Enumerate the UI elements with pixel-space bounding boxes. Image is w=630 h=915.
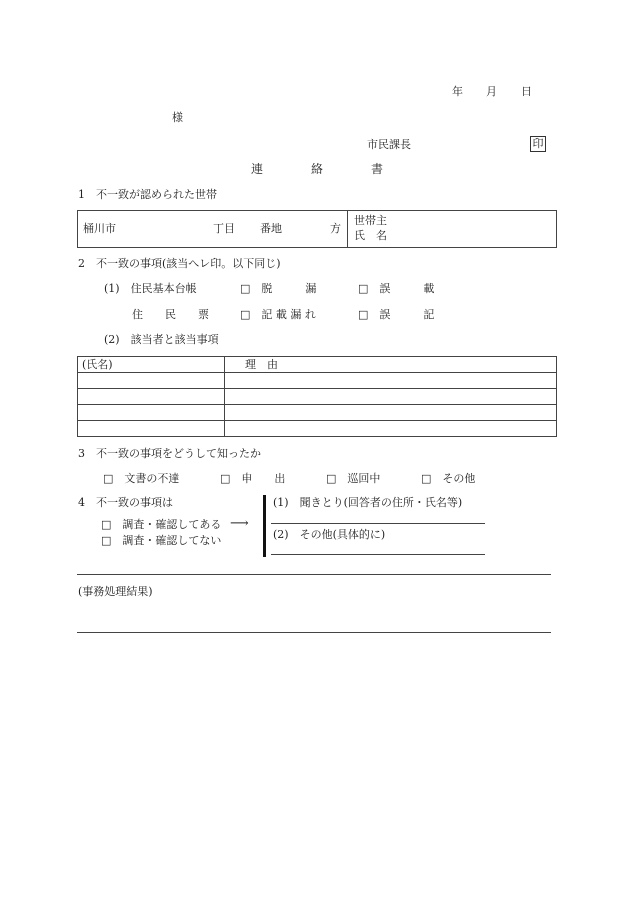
item1-option-misentry[interactable]: □ 誤 載 (358, 282, 435, 295)
persons-table (77, 356, 557, 437)
table-cell[interactable] (225, 373, 557, 389)
bracket-bar (263, 495, 266, 557)
table-header-row (78, 357, 557, 373)
date-year: 年 (452, 85, 463, 98)
table-cell[interactable] (78, 405, 225, 421)
table-cell[interactable] (225, 389, 557, 405)
table-cell[interactable] (78, 373, 225, 389)
option-not-investigated[interactable]: □ 調査・確認してない (101, 534, 222, 547)
item1-label: (1) 住民基本台帳 (104, 282, 197, 295)
option-request[interactable]: □ 申 出 (220, 472, 286, 485)
item1-option-omission[interactable]: □ 脱 漏 (240, 282, 317, 295)
option-document-undelivered[interactable]: □ 文書の不達 (103, 472, 180, 485)
section2-heading: 2 不一致の事項(該当へレ印。以下同じ) (78, 257, 281, 270)
household-box (77, 210, 557, 248)
seal-stamp: 印 (530, 136, 546, 152)
table-header-name: (氏名) (78, 357, 225, 373)
table-header-reason: 理 由 (225, 357, 557, 373)
household-divider (347, 210, 348, 247)
kata-label: 方 (330, 222, 341, 235)
chome-label: 丁目 (213, 222, 235, 235)
table-row (78, 421, 557, 437)
name-label: 氏 名 (354, 229, 387, 242)
other-input-line[interactable] (271, 554, 485, 555)
table-cell[interactable] (78, 389, 225, 405)
result-label: (事務処理結果) (78, 585, 153, 598)
city-label: 桶川市 (83, 222, 116, 235)
date-month: 月 (486, 85, 497, 98)
result-input-line[interactable] (77, 632, 551, 633)
item2-label: (2) 該当者と該当事項 (104, 333, 219, 346)
table-cell[interactable] (225, 421, 557, 437)
table-cell[interactable] (225, 405, 557, 421)
table-cell[interactable] (78, 421, 225, 437)
document-title: 連 絡 書 (251, 162, 384, 176)
table-row (78, 373, 557, 389)
option-investigated[interactable]: □ 調査・確認してある (101, 518, 222, 531)
section3-heading: 3 不一致の事項をどうして知ったか (78, 447, 261, 460)
banchi-label: 番地 (260, 222, 282, 235)
sub-item-interview: (1) 聞きとり(回答者の住所・氏名等) (273, 496, 463, 509)
item1b-option-error[interactable]: □ 誤 記 (358, 308, 435, 321)
sender-title: 市民課長 (367, 138, 411, 151)
date-day: 日 (521, 85, 532, 98)
option-other[interactable]: □ その他 (421, 472, 476, 485)
option-patrol[interactable]: □ 巡回中 (326, 472, 381, 485)
householder-label: 世帯主 (354, 214, 387, 227)
addressee-suffix: 様 (172, 111, 183, 124)
section4-heading: 4 不一致の事項は (78, 496, 173, 509)
table-row (78, 389, 557, 405)
item1b-option-omission[interactable]: □ 記 載 漏 れ (240, 308, 316, 321)
divider-line (77, 574, 551, 575)
section1-heading: 1 不一致が認められた世帯 (78, 188, 217, 201)
sub-item-other: (2) その他(具体的に) (273, 528, 386, 541)
item1b-label: 住 民 票 (132, 308, 209, 321)
arrow-icon: ⟶ (230, 516, 249, 531)
table-row (78, 405, 557, 421)
interview-input-line[interactable] (271, 523, 485, 524)
